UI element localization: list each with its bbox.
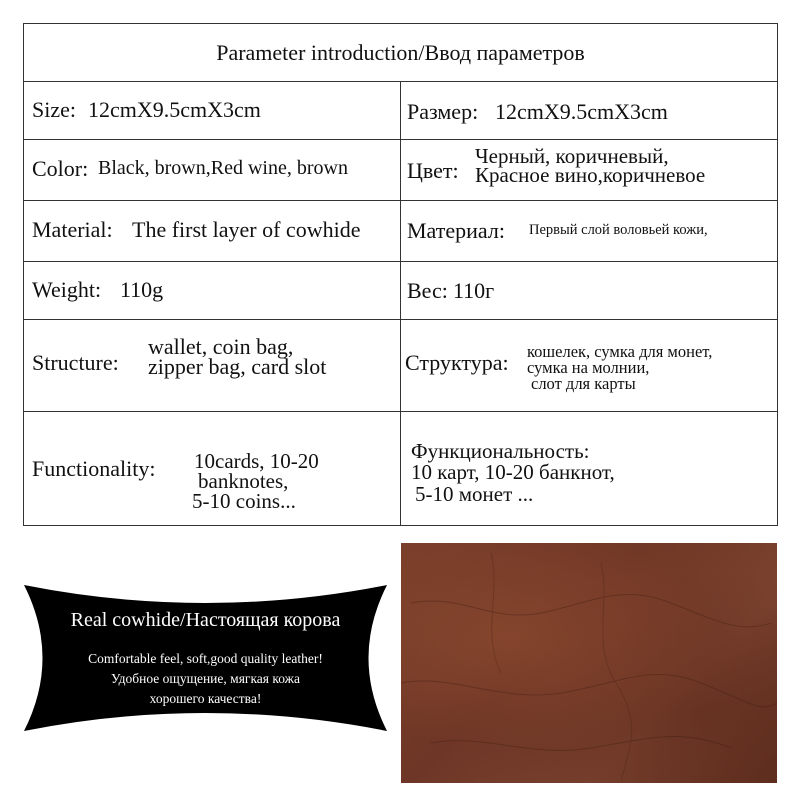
functionality-cell-en <box>24 411 401 525</box>
color-value-ru-2: Красное вино,коричневое <box>475 163 706 187</box>
table-row-weight <box>24 261 777 320</box>
functionality-cell-ru <box>401 411 777 525</box>
size-value-en: 12cmX9.5cmX3cm <box>88 97 261 122</box>
size-cell-ru <box>401 81 777 139</box>
banner-text <box>24 585 387 731</box>
structure-value-ru-2: сумка на молнии, <box>527 358 650 377</box>
color-label-ru: Цвет: <box>407 158 459 183</box>
banner-title: Real cowhide/Настоящая корова <box>70 609 341 631</box>
real-cowhide-banner <box>24 585 387 731</box>
table-header-text: Parameter introduction/Ввод параметров <box>216 39 585 65</box>
material-value-en: The first layer of cowhide <box>132 217 361 242</box>
banner-line-1: Comfortable feel, soft,good quality leather! <box>88 651 323 666</box>
functionality-value-en-2: banknotes, <box>198 469 289 493</box>
structure-value-en-1: wallet, coin bag, <box>148 334 294 359</box>
color-value-en: Black, brown,Red wine, brown <box>98 157 348 179</box>
size-label-ru: Размер: <box>407 99 479 124</box>
functionality-label-en: Functionality: <box>32 456 156 481</box>
color-cell-ru <box>401 139 777 200</box>
table-header <box>24 24 777 82</box>
structure-label-en: Structure: <box>32 350 119 375</box>
material-cell-en <box>24 200 401 261</box>
size-cell-en <box>24 81 401 139</box>
functionality-value-en-1: 10cards, 10-20 <box>194 449 319 473</box>
color-value-ru-1: Черный, коричневый, <box>475 144 669 168</box>
table-row-functionality <box>24 411 777 525</box>
color-label-en: Color: <box>32 156 89 181</box>
structure-cell-ru <box>401 319 777 411</box>
functionality-value-ru-2: 5-10 монет ... <box>415 482 534 506</box>
weight-cell-en <box>24 261 401 319</box>
weight-cell-ru <box>401 261 777 319</box>
weight-label-ru: Вес: <box>407 278 448 303</box>
parameter-table <box>23 23 778 526</box>
functionality-label-ru: Функциональность: <box>411 439 590 463</box>
functionality-value-en-3: 5-10 coins... <box>192 489 296 513</box>
color-cell-en <box>24 139 401 200</box>
banner-line-3: хорошего качества! <box>149 691 262 706</box>
weight-value-en: 110g <box>120 277 164 302</box>
table-row-color <box>24 139 777 201</box>
leather-grain <box>401 543 777 783</box>
material-cell-ru <box>401 200 777 261</box>
weight-value-ru: 110г <box>453 278 495 303</box>
structure-label-ru: Структура: <box>405 350 509 375</box>
table-row-structure <box>24 319 777 412</box>
material-label-en: Material: <box>32 217 113 242</box>
banner-line-2: Удобное ощущение, мягкая кожа <box>111 671 300 686</box>
table-row-material <box>24 200 777 262</box>
structure-value-ru-1: кошелек, сумка для монет, <box>527 342 713 361</box>
structure-cell-en <box>24 319 401 411</box>
size-value-ru: 12cmX9.5cmX3cm <box>495 99 668 124</box>
structure-value-ru-3: слот для карты <box>531 374 636 393</box>
table-row-size <box>24 81 777 140</box>
material-label-ru: Материал: <box>407 218 505 243</box>
material-value-ru: Первый слой воловьей кожи, <box>529 222 708 238</box>
functionality-value-ru-1: 10 карт, 10-20 банкнот, <box>411 460 615 484</box>
leather-texture-image <box>401 543 777 783</box>
weight-label-en: Weight: <box>32 277 102 302</box>
structure-value-en-2: zipper bag, card slot <box>148 354 327 379</box>
size-label-en: Size: <box>32 97 76 122</box>
